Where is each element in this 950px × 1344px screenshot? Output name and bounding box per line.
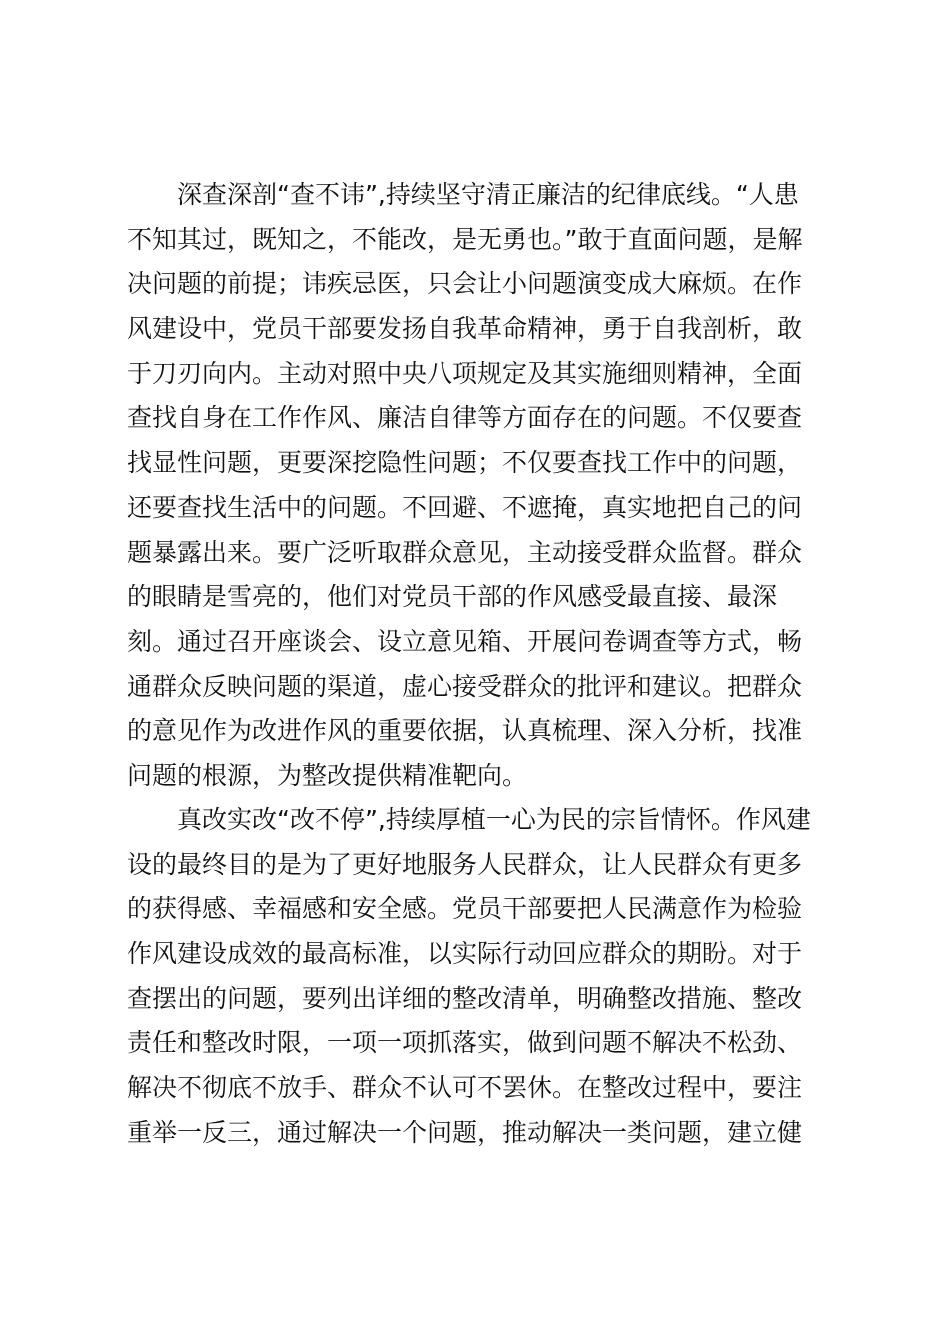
text-line: 重举一反三，通过解决一个问题，推动解决一类问题，建立健: [127, 1117, 803, 1147]
text-line: 查找自身在工作作风、廉洁自律等方面存在的问题。不仅要查: [127, 403, 803, 433]
text-line: 风建设中，党员干部要发扬自我革命精神，勇于自我剖析，敢: [127, 314, 803, 344]
text-line: 还要查找生活中的问题。不回避、不遮掩，真实地把自己的问: [127, 492, 803, 522]
text-line: 找显性问题，更要深挖隐性问题；不仅要查找工作中的问题，: [127, 448, 803, 478]
text-line: 真改实改“改不停”,持续厚植一心为民的宗旨情怀。作风建: [177, 805, 811, 834]
text-line: 的意见作为改进作风的重要依据，认真梳理、深入分析，找准: [127, 716, 803, 746]
text-line: 查摆出的问题，要列出详细的整改清单，明确整改措施、整改: [127, 983, 803, 1013]
text-line: 通群众反映问题的渠道，虚心接受群众的批评和建议。把群众: [127, 671, 803, 701]
paragraph-rectification: [127, 798, 832, 1156]
text-line: 刻。通过召开座谈会、设立意见箱、开展问卷调查等方式，畅: [127, 626, 803, 656]
text-line: 解决不彻底不放手、群众不认可不罢休。在整改过程中，要注: [127, 1073, 803, 1103]
text-line: 的获得感、幸福感和安全感。党员干部要把人民满意作为检验: [127, 894, 803, 924]
text-line: 责任和整改时限，一项一项抓落实，做到问题不解决不松劲、: [127, 1028, 803, 1058]
text-line: 题暴露出来。要广泛听取群众意见，主动接受群众监督。群众: [127, 537, 803, 567]
text-line: 深查深剖“查不讳”,持续坚守清正廉洁的纪律底线。“人患: [177, 180, 799, 209]
paragraph-self-inspection: [127, 173, 832, 799]
text-line: 决问题的前提；讳疾忌医，只会让小问题演变成大麻烦。在作: [127, 269, 803, 299]
text-line: 不知其过，既知之，不能改，是无勇也。”敢于直面问题，是解: [127, 224, 803, 254]
text-line: 问题的根源，为整改提供精准靶向。: [127, 760, 528, 790]
text-line: 作风建设成效的最高标准，以实际行动回应群众的期盼。对于: [127, 939, 803, 969]
text-line: 的眼睛是雪亮的，他们对党员干部的作风感受最直接、最深: [127, 582, 778, 612]
text-line: 于刀刃向内。主动对照中央八项规定及其实施细则精神，全面: [127, 358, 803, 388]
text-line: 设的最终目的是为了更好地服务人民群众，让人民群众有更多: [127, 849, 803, 879]
